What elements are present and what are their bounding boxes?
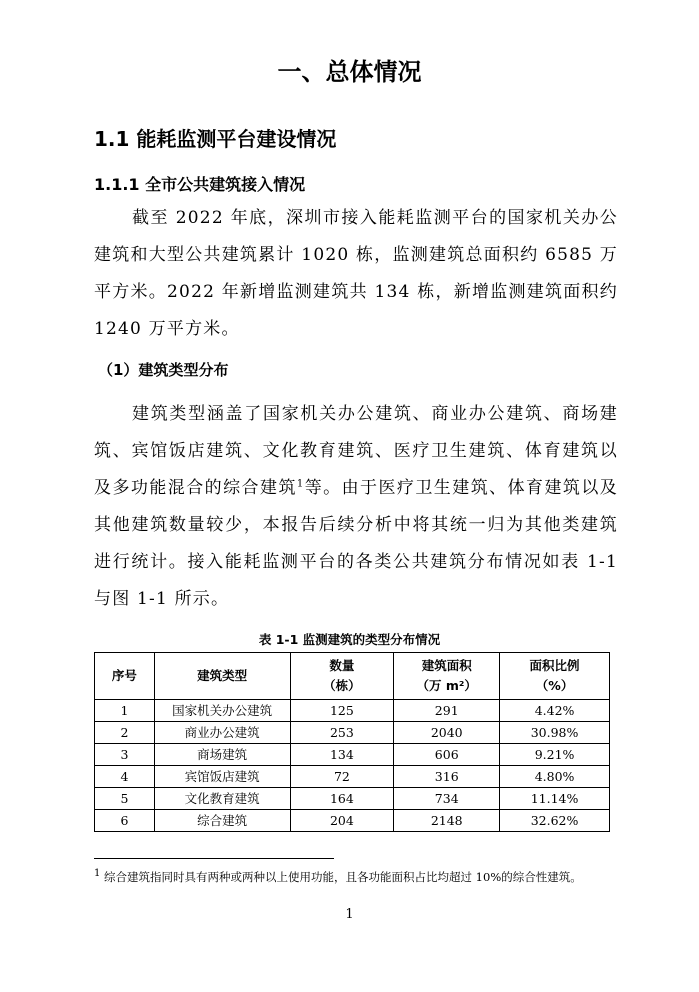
building-type-table (94, 652, 610, 832)
table-body (95, 700, 610, 832)
table-cell: 2040 (394, 722, 500, 744)
table-header-cell: 建筑类型 (154, 653, 290, 700)
table-cell: 253 (290, 722, 394, 744)
table-cell: 2 (95, 722, 155, 744)
footnote (94, 868, 610, 886)
table-cell: 606 (394, 744, 500, 766)
page-number: 1 (345, 907, 354, 922)
table-cell: 11.14% (500, 788, 610, 810)
table-row (95, 744, 610, 766)
table-cell: 1 (95, 700, 155, 722)
paragraph-text-part2: 等。由于医疗卫生建筑、体育建筑以及其他建筑数量较少，本报告后续分析中将其统一归为其他类建筑进行统计。接入能耗监测平台的各类公共建筑分布情况如表 1-1 与图 1-1 所示。 (94, 478, 618, 609)
paragraph-summary: 截至 2022 年底，深圳市接入能耗监测平台的国家机关办公建筑和大型公共建筑累计 1020 栋，监测建筑总面积约 6585 万平方米。2022 年新增监测建筑共 134 栋，新增监测建筑面积约 1240 万平方米。 (94, 208, 618, 339)
table-cell: 134 (290, 744, 394, 766)
table-cell: 30.98% (500, 722, 610, 744)
table-cell: 734 (394, 788, 500, 810)
table-cell: 72 (290, 766, 394, 788)
footnote-text: 综合建筑指同时具有两种或两种以上使用功能，且各功能面积占比均超过 10%的综合性建筑。 (104, 870, 582, 884)
table-cell: 6 (95, 810, 155, 832)
table-cell: 9.21% (500, 744, 610, 766)
table-header-cell: 数量 （栋） (290, 653, 394, 700)
table-row (95, 766, 610, 788)
item-heading: （1）建筑类型分布 (98, 361, 229, 379)
paragraph-building-types (94, 396, 618, 618)
table-cell: 4 (95, 766, 155, 788)
table-cell: 4.42% (500, 700, 610, 722)
table-cell: 5 (95, 788, 155, 810)
table-cell: 316 (394, 766, 500, 788)
section-title: 1.1 能耗监测平台建设情况 (94, 127, 337, 151)
table-caption: 表 1-1 监测建筑的类型分布情况 (258, 632, 441, 647)
table-row (95, 788, 610, 810)
table-cell: 宾馆饭店建筑 (154, 766, 290, 788)
chapter-title: 一、总体情况 (277, 58, 422, 86)
footnote-divider (94, 858, 334, 859)
table-cell: 文化教育建筑 (154, 788, 290, 810)
table-header-cell: 面积比例 （%） (500, 653, 610, 700)
subsection-title: 1.1.1 全市公共建筑接入情况 (94, 175, 306, 194)
table-row (95, 700, 610, 722)
table-cell: 4.80% (500, 766, 610, 788)
paragraph-text-part1: 建筑类型涵盖了国家机关办公建筑、商业办公建筑、商场建筑、宾馆饭店建筑、文化教育建筑、医疗卫生建筑、体育建筑以及多功能混合的综合建筑 (94, 404, 618, 498)
table-cell: 32.62% (500, 810, 610, 832)
table-cell: 3 (95, 744, 155, 766)
table-row (95, 722, 610, 744)
table-cell: 综合建筑 (154, 810, 290, 832)
table-header-cell: 序号 (95, 653, 155, 700)
table-cell: 2148 (394, 810, 500, 832)
table-cell: 125 (290, 700, 394, 722)
table-header-cell: 建筑面积 （万 m²） (394, 653, 500, 700)
footnote-marker: 1 (94, 868, 101, 880)
table-cell: 商业办公建筑 (154, 722, 290, 744)
table-header (95, 653, 610, 700)
table-cell: 291 (394, 700, 500, 722)
footnote-reference[interactable]: 1 (296, 478, 305, 490)
table-cell: 164 (290, 788, 394, 810)
table-cell: 商场建筑 (154, 744, 290, 766)
table-row (95, 810, 610, 832)
table-cell: 204 (290, 810, 394, 832)
table-cell: 国家机关办公建筑 (154, 700, 290, 722)
